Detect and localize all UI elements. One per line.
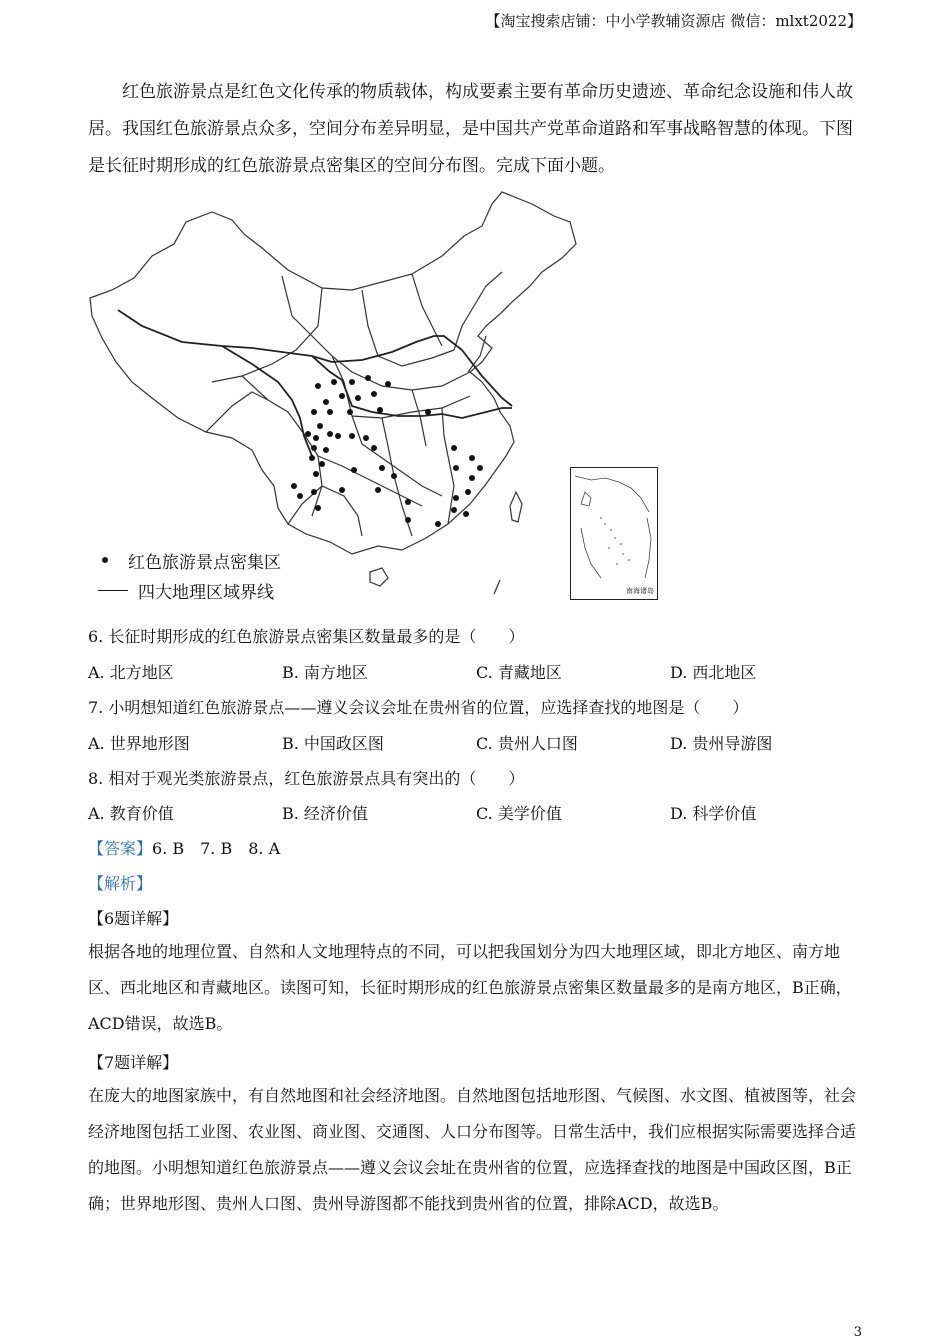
cluster-dot bbox=[297, 493, 303, 499]
cluster-dot bbox=[291, 483, 297, 489]
detail-6-body bbox=[88, 934, 868, 1042]
option: C. 青藏地区 bbox=[476, 663, 562, 682]
option: D. 科学价值 bbox=[670, 804, 757, 823]
intro-passage bbox=[88, 74, 868, 185]
detail-6-title: 【6题详解】 bbox=[88, 909, 179, 928]
map-legend bbox=[98, 545, 281, 605]
cluster-dot bbox=[313, 471, 319, 477]
option: A. 世界地形图 bbox=[88, 734, 190, 753]
cluster-dot bbox=[335, 433, 341, 439]
cluster-dot bbox=[349, 433, 355, 439]
cluster-dot bbox=[351, 467, 357, 473]
red-tourism-dots bbox=[291, 375, 483, 527]
option: C. 贵州人口图 bbox=[476, 734, 578, 753]
cluster-dot bbox=[371, 391, 377, 397]
detail-7-title: 【7题详解】 bbox=[88, 1053, 179, 1072]
cluster-dot bbox=[311, 489, 317, 495]
cluster-dot bbox=[379, 465, 385, 471]
inset-label: 南海诸岛 bbox=[626, 587, 654, 595]
option: A. 北方地区 bbox=[88, 663, 174, 682]
option: D. 西北地区 bbox=[670, 663, 757, 682]
cluster-dot bbox=[355, 395, 361, 401]
cluster-dot bbox=[453, 465, 459, 471]
question-6: 6. 长征时期形成的红色旅游景点密集区数量最多的是（ ） bbox=[88, 627, 525, 646]
cluster-dot bbox=[435, 521, 441, 527]
cluster-dot bbox=[453, 495, 459, 501]
cluster-dot bbox=[323, 447, 329, 453]
hainan-island bbox=[370, 568, 388, 586]
cluster-dot bbox=[451, 507, 457, 513]
cluster-dot bbox=[391, 473, 397, 479]
cluster-dot bbox=[425, 409, 431, 415]
answer-line bbox=[88, 836, 280, 859]
cluster-dot bbox=[451, 445, 457, 451]
detail-7-text: 在庞大的地图家族中，有自然地图和社会经济地图。自然地图包括地形图、气候图、水文图、植被图等，社会经济地图包括工业图、农业图、商业图、交通图、人口分布图等。日常生活中，我们应根据实际需要选择合适的地图。小明想知道红色旅游景点——遵义会议会址在贵州省的位置，应选择查找的地图是中国政区图，B正确；世界地形图、贵州人口图、贵州导游图都不能找到贵州省的位置，排除ACD，故选B。 bbox=[88, 1086, 857, 1213]
cluster-dot bbox=[323, 399, 329, 405]
taiwan-island bbox=[510, 492, 522, 522]
cluster-dot bbox=[365, 375, 371, 381]
detail-7-body bbox=[88, 1078, 868, 1222]
inset-map bbox=[571, 468, 657, 599]
cluster-dot bbox=[315, 505, 321, 511]
dot-icon bbox=[102, 557, 108, 563]
answer-label: 【答案】 bbox=[88, 839, 153, 858]
legend-dots-label: 红色旅游景点密集区 bbox=[128, 552, 281, 573]
cluster-dot bbox=[405, 499, 411, 505]
legend-line-row bbox=[98, 575, 281, 605]
cluster-dot bbox=[469, 475, 475, 481]
cluster-dot bbox=[363, 435, 369, 441]
option: B. 经济价值 bbox=[282, 804, 368, 823]
region-boundaries bbox=[118, 310, 512, 456]
question-8: 8. 相对于观光类旅游景点，红色旅游景点具有突出的（ ） bbox=[88, 769, 525, 788]
intro-text: 红色旅游景点是红色文化传承的物质载体，构成要素主要有革命历史遗迹、革命纪念设施和伟人故居。我国红色旅游景点众多，空间分布差异明显，是中国共产党革命道路和军事战略智慧的体现。下图是长征时期形成的红色旅游景点密集区的空间分布图。完成下面小题。 bbox=[88, 82, 853, 176]
option: D. 贵州导游图 bbox=[670, 734, 773, 753]
cluster-dot bbox=[349, 379, 355, 385]
cluster-dot bbox=[339, 487, 345, 493]
legend-line-label: 四大地理区域界线 bbox=[138, 582, 274, 603]
analysis-label: 【解析】 bbox=[88, 874, 153, 893]
cluster-dot bbox=[463, 511, 469, 517]
cluster-dot bbox=[405, 517, 411, 523]
detail-6-text: 根据各地的地理位置、自然和人文地理特点的不同，可以把我国划分为四大地理区域，即北方地区、南方地区、西北地区和青藏地区。读图可知，长征时期形成的红色旅游景点密集区数量最多的是南方地区，B正确，ACD错误，故选B。 bbox=[88, 942, 852, 1033]
cluster-dot bbox=[309, 455, 315, 461]
cluster-dot bbox=[371, 445, 377, 451]
china-red-tourism-map bbox=[82, 186, 602, 606]
cluster-dot bbox=[477, 465, 483, 471]
line-icon bbox=[98, 590, 128, 591]
cluster-dot bbox=[347, 409, 353, 415]
option: A. 教育价值 bbox=[88, 804, 174, 823]
south-china-sea-inset bbox=[570, 467, 658, 600]
legend-dots-row bbox=[98, 545, 281, 575]
option: B. 中国政区图 bbox=[282, 734, 384, 753]
cluster-dot bbox=[331, 379, 337, 385]
cluster-dot bbox=[339, 393, 345, 399]
cluster-dot bbox=[319, 461, 325, 467]
cluster-dot bbox=[327, 431, 333, 437]
page-number: 3 bbox=[853, 1325, 862, 1340]
option: C. 美学价值 bbox=[476, 804, 562, 823]
option: B. 南方地区 bbox=[282, 663, 368, 682]
cluster-dot bbox=[469, 455, 475, 461]
cluster-dot bbox=[311, 409, 317, 415]
page-header: 【淘宝搜索店铺：中小学教辅资源店 微信：mlxt2022】 bbox=[485, 12, 862, 30]
question-7: 7. 小明想知道红色旅游景点——遵义会议会址在贵州省的位置，应选择查找的地图是（ ） bbox=[88, 698, 749, 717]
cluster-dot bbox=[465, 489, 471, 495]
cluster-dot bbox=[311, 445, 317, 451]
cluster-dot bbox=[315, 383, 321, 389]
answer-text: 6. B 7. B 8. A bbox=[152, 839, 281, 858]
cluster-dot bbox=[385, 381, 391, 387]
cluster-dot bbox=[317, 423, 323, 429]
cluster-dot bbox=[375, 487, 381, 493]
cluster-dot bbox=[305, 431, 311, 437]
cluster-dot bbox=[313, 435, 319, 441]
cluster-dot bbox=[327, 409, 333, 415]
cluster-dot bbox=[377, 407, 383, 413]
